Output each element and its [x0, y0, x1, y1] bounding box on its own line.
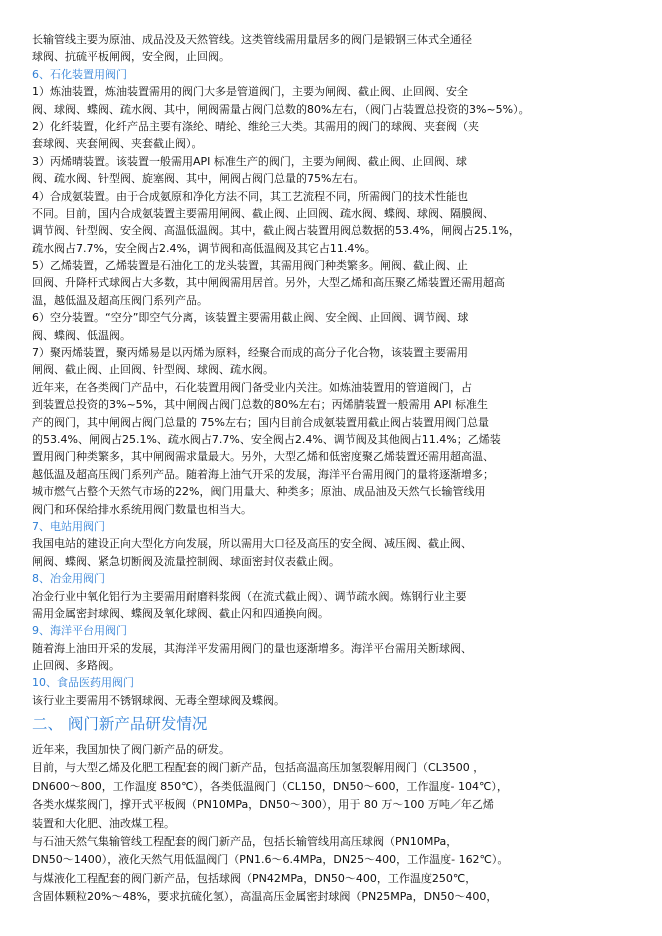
- text-line: 的53.4%、闸阀占25.1%、疏水阀占7.7%、安全阀占2.4%、调节阀及其他阀占11.4%；乙烯装: [32, 432, 501, 446]
- text-line: 冶金行业中氧化铝行为主要需用耐磨料浆阀（在流式截止阀）、调节疏水阀。炼钢行业主要: [32, 589, 467, 603]
- text-line: 阀、疏水阀、针型阀、旋塞阀、其中，闸阀占阀门总量的75%左右。: [32, 172, 365, 186]
- text-line: DN50～1400），液化天然气用低温阀门（PN1.6～6.4MPa，DN25～400，工作温度- 162℃）。: [32, 853, 509, 867]
- text-line: 温，越低温及超高压阀门系列产品。: [32, 293, 208, 307]
- document-body-part1: [32, 31, 650, 709]
- text-line: DN600～800，工作温度 850℃），各类低温阀门（CL150，DN50～600，工作温度- 104℃），: [32, 779, 508, 793]
- text-line: 各类水煤浆阀门，撑开式平板阀（PN10MPa，DN50～300），用于 80 万～100 万吨／年乙烯: [32, 798, 494, 812]
- document-body-part2: [32, 741, 650, 907]
- subsection-heading: 7、电站用阀门: [32, 519, 105, 533]
- subsection-heading: 9、海洋平台用阀门: [32, 624, 127, 638]
- subsection-heading: 10、食品医药用阀门: [32, 676, 134, 690]
- text-line: 1）炼油装置，炼油装置需用的阀门大多是管道阀门，主要为闸阀、截止阀、止回阀、安全: [32, 85, 468, 99]
- text-line: 闸阀、蝶阀、紧急切断阀及流量控制阀、球面密封仪表截止阀。: [32, 554, 340, 568]
- text-line: 2）化纤装置，化纤产品主要有涤纶、晴纶、维纶三大类。其需用的阀门的球阀、夹套阀（夹: [32, 119, 479, 133]
- text-line: 疏水阀占7.7%，安全阀占2.4%，调节阀和高低温阀及其它占11.4%。: [32, 241, 376, 255]
- text-line: 到装置总投资的3%~5%，其中闸阀占阀门总数的80%左右；丙烯腈装置一般需用 API 标准生: [32, 398, 488, 412]
- text-line: 与石油天然气集输管线工程配套的阀门新产品，包括长输管线用高压球阀（PN10MPa，: [32, 834, 458, 848]
- text-line: 需用金属密封球阀、蝶阀及氧化球阀、截止闪和四通换向阀。: [32, 606, 329, 620]
- text-line: 3）丙烯晴装置。该装置一般需用API 标准生产的阀门，主要为闸阀、截止阀、止回阀、球: [32, 154, 467, 168]
- text-line: 越低温及超高压阀门系列产品。随着海上油气开采的发展，海洋平台需用阀门的量将逐渐增多；: [32, 467, 494, 481]
- text-line: 调节阀、针型阀、安全阀、高温低温阀。其中，截止阀占装置用阀总数据的53.4%，闸阀占25.1%，: [32, 224, 520, 238]
- text-line: 5）乙烯装置，乙烯装置是石油化工的龙头装置，其需用阀门种类繁多。闸阀、截止阀、止: [32, 259, 468, 273]
- text-line: 装置和大化肥、油改煤工程。: [32, 816, 175, 830]
- section-title: 二、 阀门新产品研发情况: [32, 715, 208, 733]
- text-line: 我国电站的建设正向大型化方向发展，所以需用大口径及高压的安全阀、减压阀、截止阀、: [32, 537, 472, 551]
- text-line: 7）聚丙烯装置，聚丙烯易是以丙烯为原料，经聚合而成的高分子化合物，该装置主要需用: [32, 346, 468, 360]
- text-line: 城市燃气占整个天然气市场的22%，阀门用量大、种类多；原油、成品油及天然气长输管线用: [32, 485, 486, 499]
- text-line: 该行业主要需用不锈钢球阀、无毒全塑球阀及蝶阀。: [32, 693, 285, 707]
- text-line: 闸阀、截止阀、止回阀、针型阀、球阀、疏水阀。: [32, 363, 274, 377]
- text-line: 近年来，在各类阀门产品中，石化装置用阀门备受业内关注。如炼油装置用的管道阀门，占: [32, 380, 472, 394]
- text-line: 含固体颗粒20%～48%，要求抗硫化氢），高温高压金属密封球阀（PN25MPa，DN50～400，: [32, 890, 498, 904]
- text-line: 6）空分装置。“空分”即空气分离，该装置主要需用截止阀、安全阀、止回阀、调节阀、球: [32, 311, 469, 325]
- text-line: 产的阀门，其中闸阀占阀门总量的 75%左右；国内目前合成氨装置用截止阀占装置用阀门总量: [32, 415, 489, 429]
- text-line: 阀、蝶阀、低温阀。: [32, 328, 131, 342]
- text-line: 4）合成氨装置。由于合成氨原和净化方法不同，其工艺流程不同，所需阀门的技术性能也: [32, 189, 468, 203]
- text-line: 套球阀、夹套闸阀、夹套截止阀）。: [32, 137, 203, 151]
- text-line: 随着海上油田开采的发展，其海洋平发需用阀门的量也逐渐增多。海洋平台需用关断球阀、: [32, 641, 472, 655]
- text-line: 球阀、抗硫平板闸阀，安全阀，止回阀。: [32, 50, 230, 64]
- text-line: 长输管线主要为原油、成品没及天然管线。这类管线需用量居多的阀门是锻钢三体式全通径: [32, 33, 472, 46]
- text-line: 止回阀、多路阀。: [32, 659, 120, 673]
- text-line: 不同。目前，国内合成氨装置主要需用闸阀、截止阀、止回阀、疏水阀、蝶阀、球阀、隔膜阀、: [32, 206, 494, 220]
- text-line: 目前，与大型乙烯及化肥工程配套的阀门新产品，包括高温高压加氢裂解用阀门（CL3500 ，: [32, 761, 485, 775]
- text-line: 阀门和环保给排水系统用阀门数量也相当大。: [32, 502, 252, 516]
- subsection-heading: 6、石化装置用阀门: [32, 67, 127, 81]
- subsection-heading: 8、冶金用阀门: [32, 572, 105, 586]
- text-line: 阀、球阀、蝶阀、疏水阀、其中，闸阀需量占阀门总数的80%左右，（阀门占装置总投资的3%~5%）。: [32, 102, 530, 116]
- section-heading: [32, 712, 650, 736]
- text-line: 近年来，我国加快了阀门新产品的研发。: [32, 743, 230, 756]
- text-line: 回阀、升降杆式球阀占大多数，其中闸阀需用居首。另外，大型乙烯和高压聚乙烯装置还需用超高: [32, 276, 505, 290]
- text-line: 置用阀门种类繁多，其中闸阀需求量最大。另外，大型乙烯和低密度聚乙烯装置还需用超高温、: [32, 450, 494, 464]
- text-line: 与煤液化工程配套的阀门新产品，包括球阀（PN42MPa，DN50～400，工作温度250℃，: [32, 871, 477, 885]
